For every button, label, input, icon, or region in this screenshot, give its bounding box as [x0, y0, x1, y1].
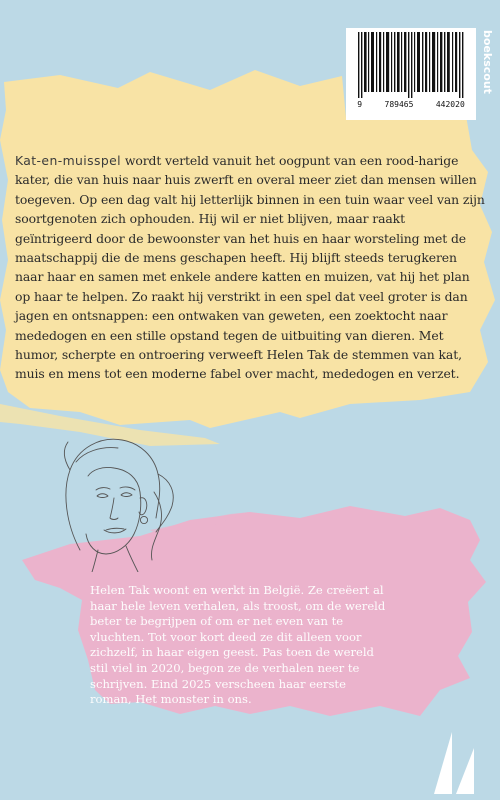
author-bio-text: Helen Tak woont en werkt in België. Ze creëert al haar hele leven verhalen, als troost, om de wereld beter te begrijpen of om er net even van te vluchten. Tot voor kort deed ze dit alleen voor zichzelf, in haar eigen geest. Pas toen de wereld stil viel in 2020, begon ze de verhalen neer te schrijven. Eind 2025 verscheen haar eerste roman, Het monster in ons.: [90, 583, 386, 707]
book-title-word: Kat-en-muisspel: [15, 153, 121, 168]
isbn-digit-group: 789465: [384, 100, 414, 109]
isbn-number: [346, 100, 476, 109]
publisher-label: boekscout: [481, 30, 494, 94]
publisher-logo-mark: [430, 728, 478, 794]
author-line-portrait: [40, 432, 210, 572]
publisher-name-vertical: [478, 30, 496, 120]
isbn-barcode: [346, 28, 476, 120]
blurb-text: [15, 151, 485, 384]
barcode-bars: [352, 32, 470, 98]
isbn-digit-group: 9: [357, 100, 363, 109]
isbn-digit-group: 442020: [435, 100, 465, 109]
blurb-body: wordt verteld vanuit het oogpunt van een rood-harige kater, die van huis naar huis zwerft en overal meer ziet dan mensen willen toegeven. Op een dag valt hij letterlijk binnen in een tuin waar veel van zijn soortgenoten zich ophouden. Hij wil er niet blijven, maar raakt geïntrigeerd door de bewoonster van het huis en haar worsteling met de maatschappij die de mens geschapen heeft. Hij blijft steeds terugkeren naar haar en samen met enkele andere katten en muizen, vat hij het plan op haar te helpen. Zo raakt hij verstrikt in een spel dat veel groter is dan jagen en ontsnappen: een ontwaken van geweten, een zoektocht naar mededogen en een stille opstand tegen de uitbuiting van dieren. Met humor, scherpte en ontroering verweeft Helen Tak de stemmen van kat, muis en mens tot een moderne fabel over macht, mededogen en verzet.: [15, 153, 485, 382]
